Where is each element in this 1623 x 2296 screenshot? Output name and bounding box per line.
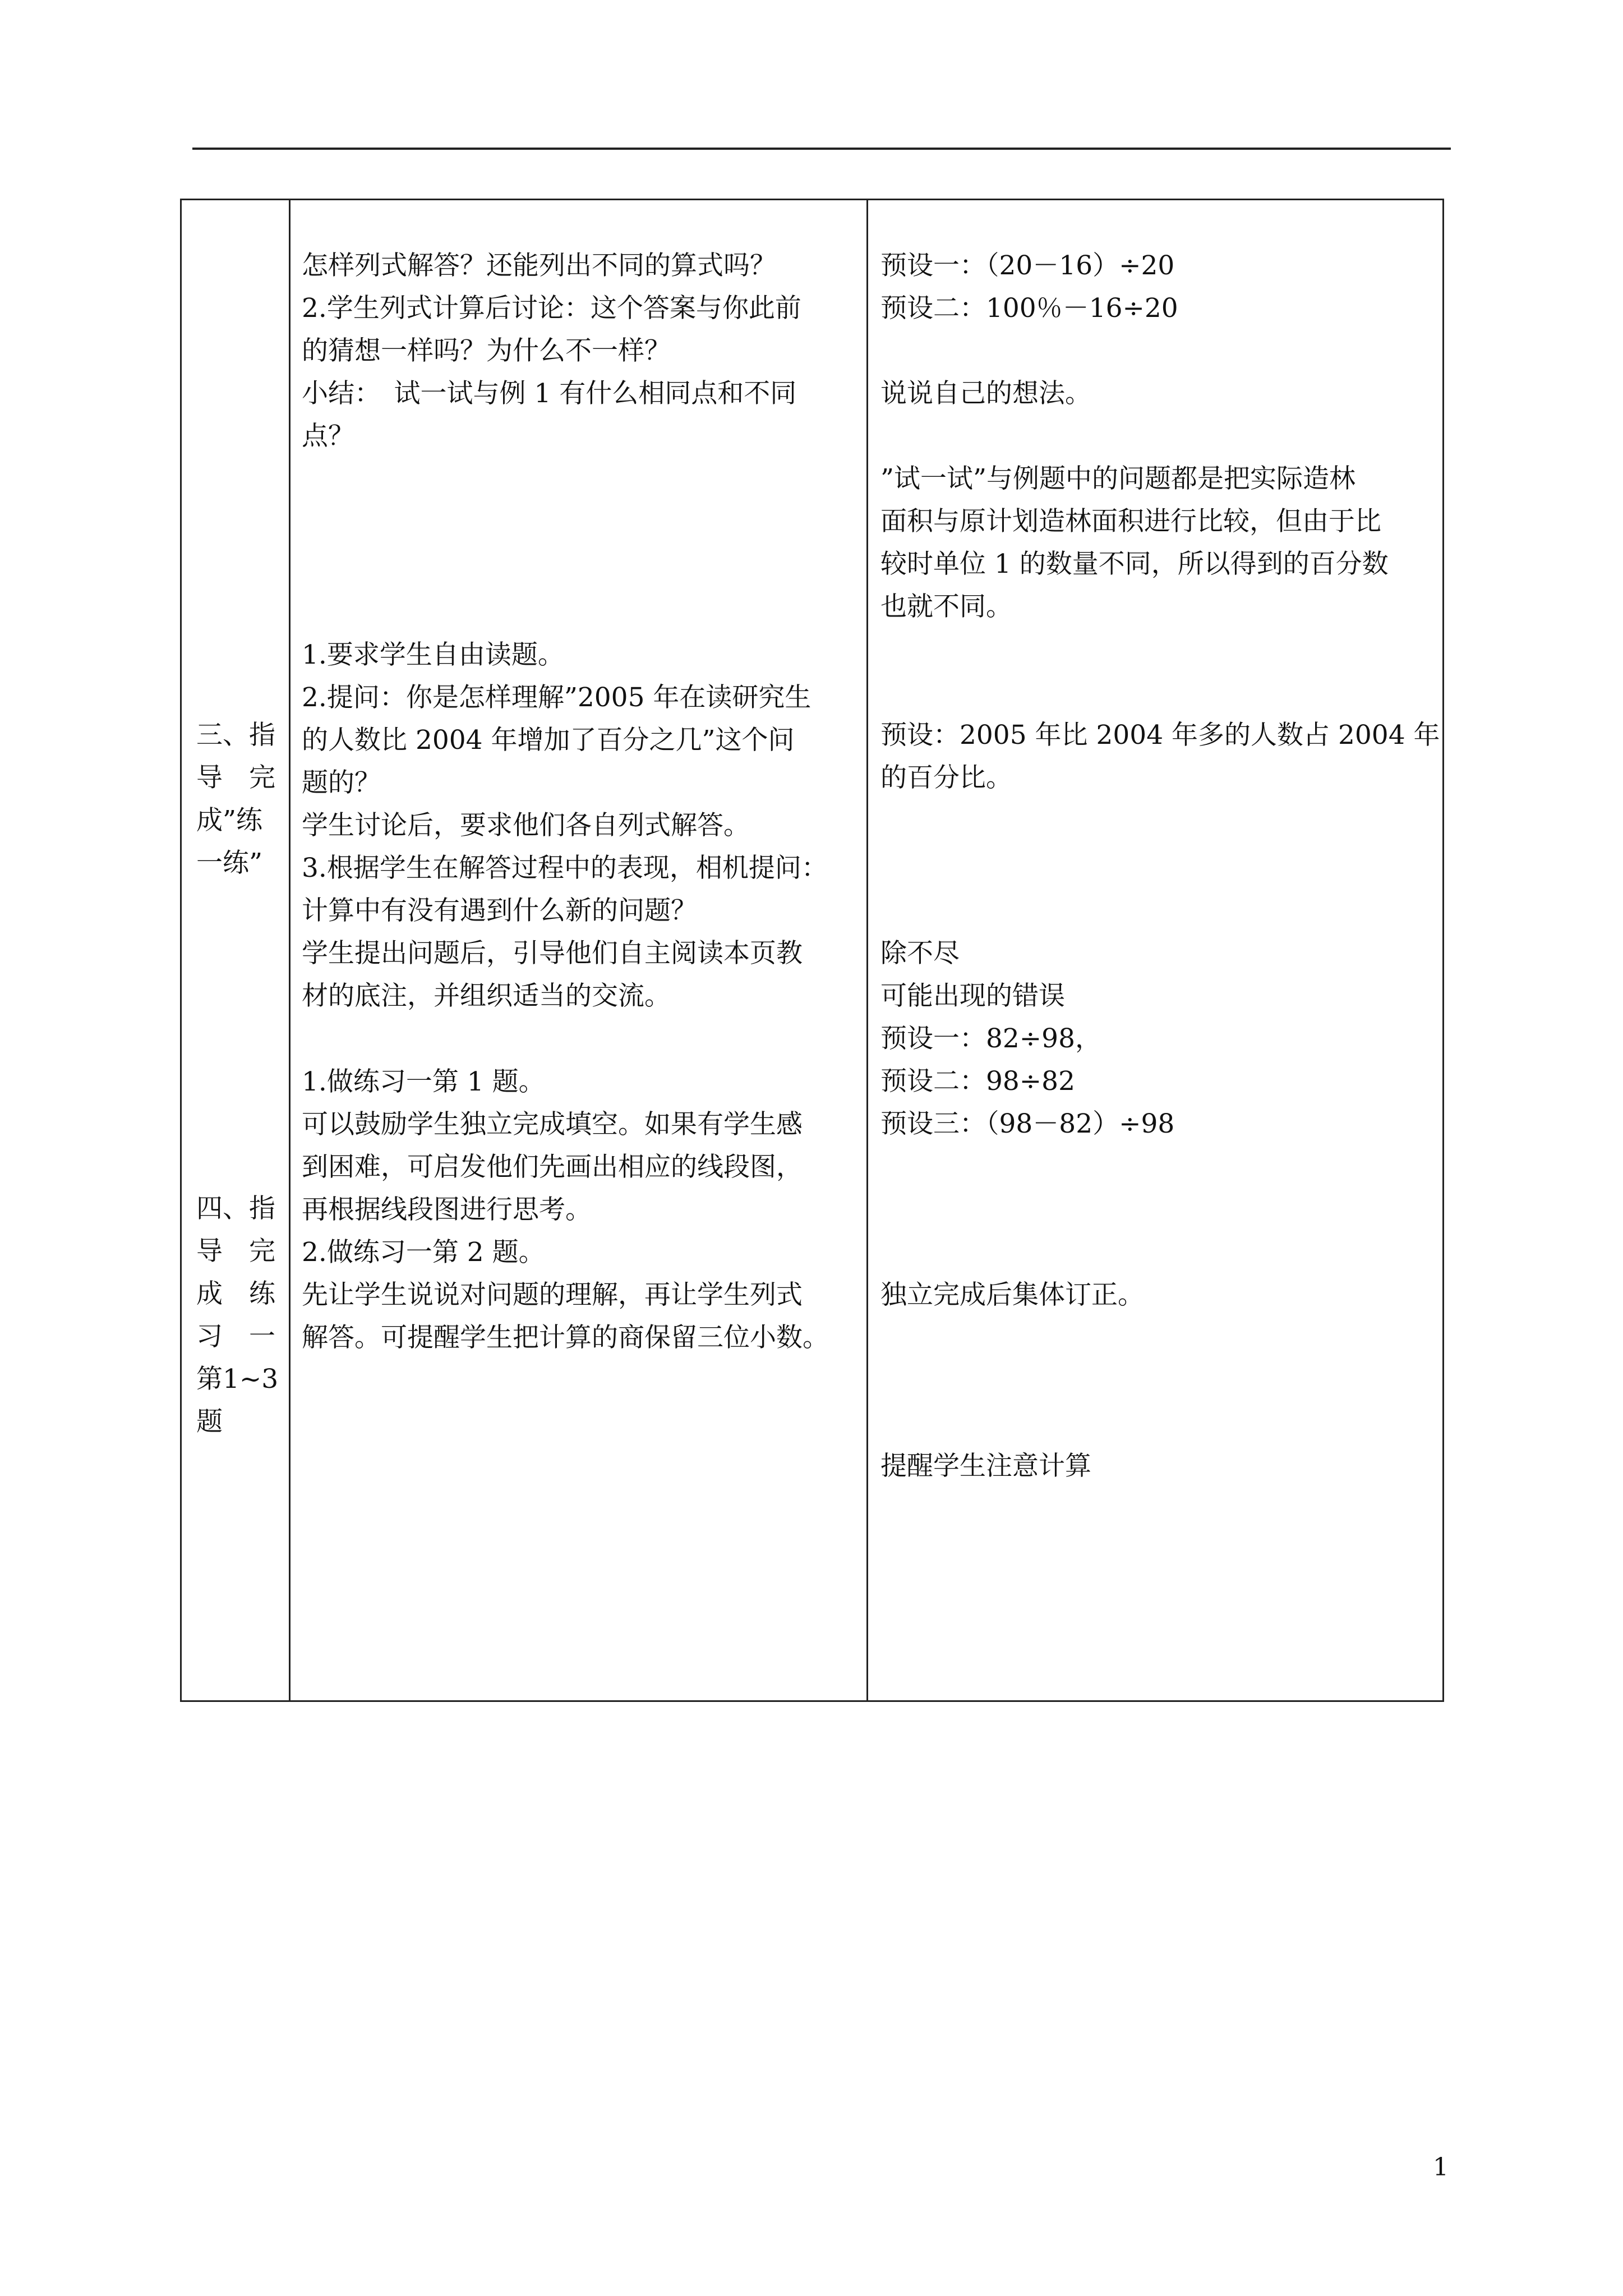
text-line: 怎样列式解答？还能列出不同的算式吗？	[302, 250, 776, 281]
section-line: 第1~3	[196, 1364, 279, 1395]
text-line: 点？	[302, 421, 354, 452]
section-line: 三、指	[196, 720, 275, 751]
section-line: 四、指	[196, 1193, 275, 1224]
text-line: 解答。可提醒学生把计算的商保留三位小数。	[302, 1322, 829, 1353]
text-line: 2.提问：你是怎样理解”2005 年在读研究生	[302, 682, 811, 713]
column-divider	[289, 200, 291, 1700]
text-line: 独立完成后集体订正。	[880, 1280, 1144, 1310]
text-line: 预设二：100％－16÷20	[880, 293, 1178, 324]
text-line: 预设一：82÷98，	[880, 1023, 1101, 1054]
text-line: 先让学生说说对问题的理解，再让学生列式	[302, 1280, 803, 1310]
text-line: 题的？	[302, 767, 381, 798]
text-line: 到困难，可启发他们先画出相应的线段图，	[302, 1152, 803, 1182]
section-line: 题	[196, 1406, 223, 1437]
text-line: 计算中有没有遇到什么新的问题？	[302, 895, 697, 926]
text-line: 预设：2005 年比 2004 年多的人数占 2004 年	[880, 720, 1440, 751]
text-line: 2.做练习一第 2 题。	[302, 1237, 545, 1268]
text-line: 说说自己的想法。	[880, 378, 1091, 409]
text-line: 预设二：98÷82	[880, 1066, 1075, 1097]
column-divider	[866, 200, 868, 1700]
text-line: 的猜想一样吗？为什么不一样？	[302, 335, 671, 366]
text-line: 3.根据学生在解答过程中的表现，相机提问：	[302, 853, 828, 884]
text-line: 1.要求学生自由读题。	[302, 639, 564, 670]
section-line: 习 一	[196, 1321, 275, 1352]
text-line: 预设一：（20－16）÷20	[880, 250, 1175, 281]
text-line: 预设三：（98－82）÷98	[880, 1108, 1175, 1139]
text-line: 可以鼓励学生独立完成填空。如果有学生感	[302, 1109, 803, 1140]
text-line: 材的底注，并组织适当的交流。	[302, 981, 671, 1011]
text-line: 学生讨论后，要求他们各自列式解答。	[302, 810, 750, 841]
section-line: 成”练	[196, 805, 263, 836]
section-line: 成 练	[196, 1278, 275, 1309]
text-line: 学生提出问题后，引导他们自主阅读本页教	[302, 938, 803, 969]
section-line: 导 完	[196, 762, 275, 793]
text-line: 2.学生列式计算后讨论：这个答案与你此前	[302, 293, 801, 324]
page-number: 1	[1433, 2153, 1449, 2182]
text-line: 再根据线段图进行思考。	[302, 1194, 592, 1225]
section-line: 一练”	[196, 848, 263, 878]
text-line: 的人数比 2004 年增加了百分之几”这个问	[302, 725, 795, 756]
text-line: 也就不同。	[880, 591, 1012, 622]
text-line: ”试一试”与例题中的问题都是把实际造林	[880, 463, 1356, 494]
text-line: 小结： 试一试与例 1 有什么相同点和不同	[302, 378, 797, 409]
text-line: 1.做练习一第 1 题。	[302, 1066, 545, 1097]
text-line: 较时单位 1 的数量不同，所以得到的百分数	[880, 549, 1389, 579]
text-line: 可能出现的错误	[880, 981, 1065, 1011]
text-line: 提醒学生注意计算	[880, 1451, 1091, 1481]
header-rule	[192, 148, 1451, 150]
section-line: 导 完	[196, 1236, 275, 1267]
text-line: 的百分比。	[880, 762, 1012, 793]
text-line: 除不尽	[880, 938, 960, 969]
text-line: 面积与原计划造林面积进行比较，但由于比	[880, 506, 1381, 537]
